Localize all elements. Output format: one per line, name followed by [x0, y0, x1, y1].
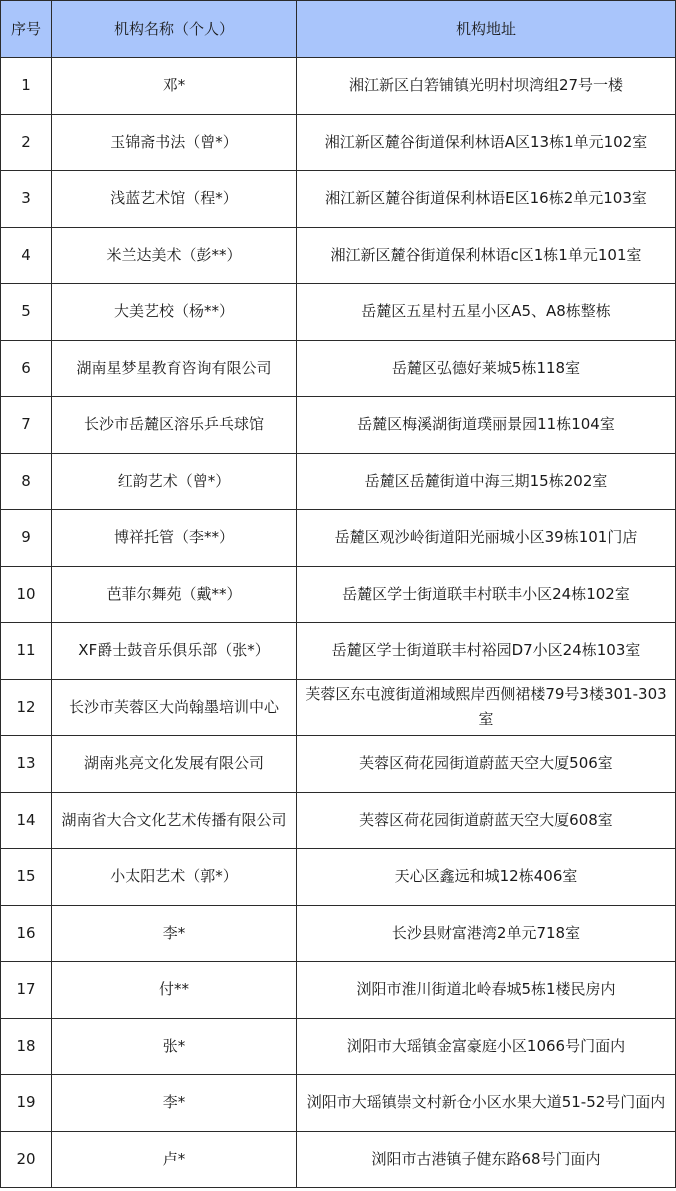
row-index: 2 [1, 114, 52, 171]
row-name: 付** [52, 962, 297, 1019]
row-name: 李* [52, 1075, 297, 1132]
table-row [1, 1075, 676, 1132]
row-address: 浏阳市淮川街道北岭春城5栋1楼民房内 [297, 962, 676, 1019]
row-name: XF爵士鼓音乐俱乐部（张*） [52, 623, 297, 680]
row-address: 浏阳市大瑶镇金富豪庭小区1066号门面内 [297, 1018, 676, 1075]
row-address: 岳麓区五星村五星小区A5、A8栋整栋 [297, 284, 676, 341]
row-name: 小太阳艺术（郭*） [52, 849, 297, 906]
header-name: 机构名称（个人） [52, 1, 297, 58]
row-address: 湘江新区麓谷街道保利林语c区1栋1单元101室 [297, 227, 676, 284]
row-address: 芙蓉区荷花园街道蔚蓝天空大厦506室 [297, 736, 676, 793]
row-name: 大美艺校（杨**） [52, 284, 297, 341]
table-row [1, 1018, 676, 1075]
row-index: 20 [1, 1131, 52, 1188]
table-header [1, 1, 676, 58]
row-name: 米兰达美术（彭**） [52, 227, 297, 284]
table-row [1, 227, 676, 284]
table-row [1, 171, 676, 228]
table-row [1, 284, 676, 341]
row-name: 李* [52, 905, 297, 962]
row-index: 8 [1, 453, 52, 510]
row-address: 浏阳市大瑶镇崇文村新仓小区水果大道51-52号门面内 [297, 1075, 676, 1132]
row-address: 天心区鑫远和城12栋406室 [297, 849, 676, 906]
row-index: 18 [1, 1018, 52, 1075]
row-index: 19 [1, 1075, 52, 1132]
row-index: 3 [1, 171, 52, 228]
row-index: 1 [1, 58, 52, 115]
row-address: 长沙县财富港湾2单元718室 [297, 905, 676, 962]
table-row [1, 114, 676, 171]
row-name: 湖南省大合文化艺术传播有限公司 [52, 792, 297, 849]
row-name: 长沙市芙蓉区大尚翰墨培训中心 [52, 679, 297, 736]
table-row [1, 340, 676, 397]
row-address: 岳麓区观沙岭街道阳光丽城小区39栋101门店 [297, 510, 676, 567]
row-index: 12 [1, 679, 52, 736]
table-row [1, 736, 676, 793]
row-index: 6 [1, 340, 52, 397]
row-address: 岳麓区岳麓街道中海三期15栋202室 [297, 453, 676, 510]
table-row [1, 453, 676, 510]
header-index: 序号 [1, 1, 52, 58]
row-name: 博祥托管（李**） [52, 510, 297, 567]
header-address: 机构地址 [297, 1, 676, 58]
table-row [1, 679, 676, 736]
table-body [1, 58, 676, 1188]
header-row [1, 1, 676, 58]
row-name: 玉锦斋书法（曾*） [52, 114, 297, 171]
row-address: 岳麓区学士街道联丰村裕园D7小区24栋103室 [297, 623, 676, 680]
row-index: 5 [1, 284, 52, 341]
table-row [1, 58, 676, 115]
table-row [1, 962, 676, 1019]
row-address: 岳麓区学士街道联丰村联丰小区24栋102室 [297, 566, 676, 623]
row-index: 7 [1, 397, 52, 454]
table-row [1, 792, 676, 849]
row-index: 17 [1, 962, 52, 1019]
row-name: 芭菲尔舞苑（戴**） [52, 566, 297, 623]
row-name: 张* [52, 1018, 297, 1075]
table-row [1, 397, 676, 454]
row-index: 15 [1, 849, 52, 906]
row-address: 岳麓区弘德好莱城5栋118室 [297, 340, 676, 397]
row-name: 邓* [52, 58, 297, 115]
table-row [1, 1131, 676, 1188]
row-address: 湘江新区麓谷街道保利林语A区13栋1单元102室 [297, 114, 676, 171]
row-name: 湖南兆亮文化发展有限公司 [52, 736, 297, 793]
row-address: 芙蓉区东屯渡街道湘域熙岸西侧裙楼79号3楼301-303室 [297, 679, 676, 736]
table-row [1, 849, 676, 906]
row-name: 湖南星梦星教育咨询有限公司 [52, 340, 297, 397]
row-index: 16 [1, 905, 52, 962]
row-index: 9 [1, 510, 52, 567]
row-name: 浅蓝艺术馆（程*） [52, 171, 297, 228]
row-index: 13 [1, 736, 52, 793]
row-name: 红韵艺术（曾*） [52, 453, 297, 510]
row-name: 卢* [52, 1131, 297, 1188]
row-index: 10 [1, 566, 52, 623]
table-row [1, 510, 676, 567]
row-address: 岳麓区梅溪湖街道璞丽景园11栋104室 [297, 397, 676, 454]
row-address: 湘江新区白箬铺镇光明村坝湾组27号一楼 [297, 58, 676, 115]
row-index: 4 [1, 227, 52, 284]
row-address: 芙蓉区荷花园街道蔚蓝天空大厦608室 [297, 792, 676, 849]
row-index: 14 [1, 792, 52, 849]
table-row [1, 905, 676, 962]
row-name: 长沙市岳麓区溶乐乒乓球馆 [52, 397, 297, 454]
row-address: 浏阳市古港镇子健东路68号门面内 [297, 1131, 676, 1188]
table-row [1, 623, 676, 680]
row-address: 湘江新区麓谷街道保利林语E区16栋2单元103室 [297, 171, 676, 228]
table-row [1, 566, 676, 623]
row-index: 11 [1, 623, 52, 680]
